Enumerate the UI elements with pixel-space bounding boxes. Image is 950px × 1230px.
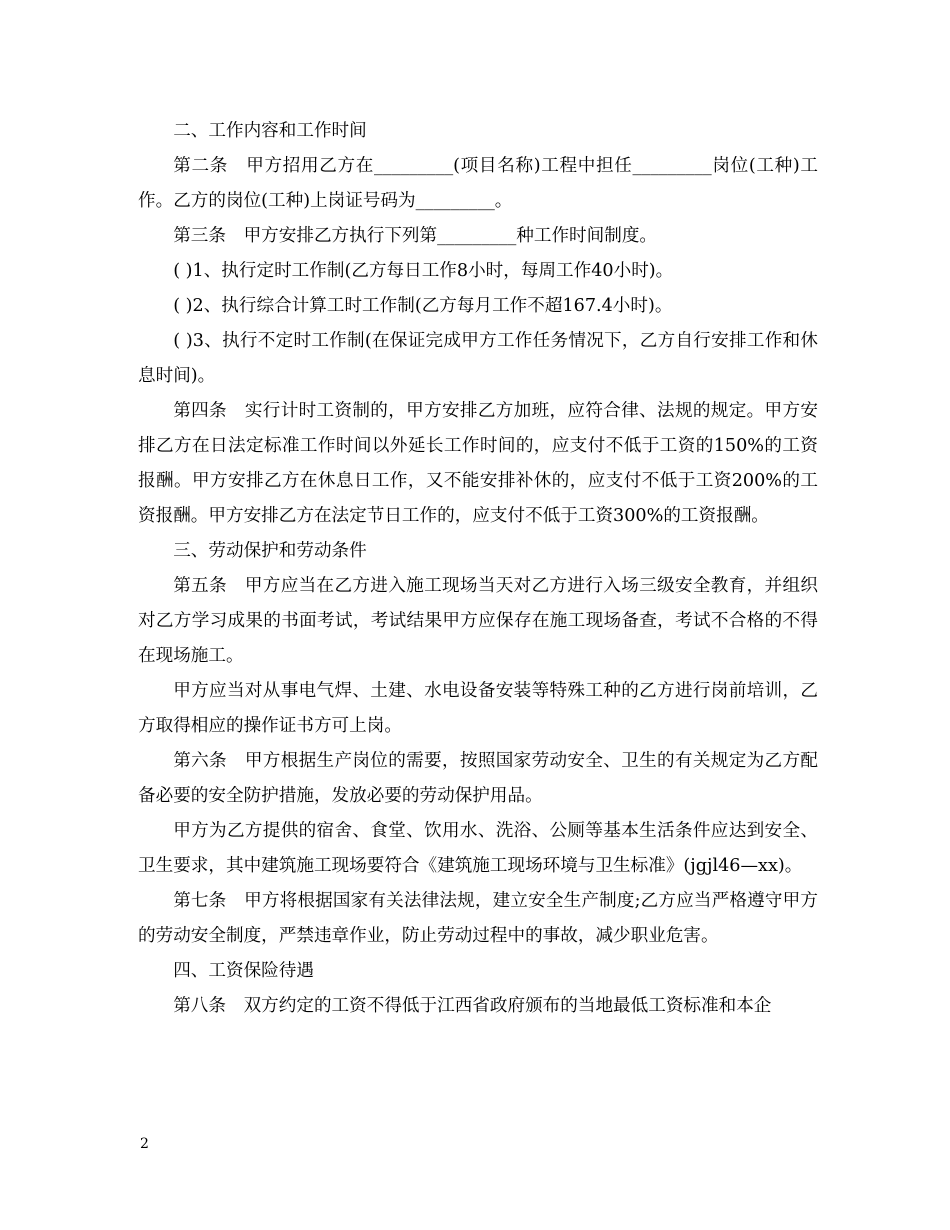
article-8-paragraph: 第八条 双方约定的工资不得低于江西省政府颁布的当地最低工资标准和本企 (173, 996, 772, 1016)
page-number: 2 (140, 1136, 149, 1152)
section-heading-work-content: 二、工作内容和工作时间 (173, 121, 367, 141)
section-heading-labor-protection: 三、劳动保护和劳动条件 (173, 541, 367, 561)
work-time-option-1: ( )1、执行定时工作制(乙方每日工作8小时，每周工作40小时)。 (173, 261, 674, 281)
article-2-paragraph: 第二条 甲方招用乙方在_________(项目名称)工程中担任_________岗位(工种)工作。乙方的岗位(工种)上岗证号码为_________。 (138, 156, 818, 211)
article-4-paragraph: 第四条 实行计时工资制的，甲方安排乙方加班，应符合律、法规的规定。甲方安排乙方在日法定标准工作时间以外延长工作时间的，应支付不低于工资的150%的工资报酬。甲方安排乙方在休息日工作，又不能安排补休的，应支付不低于工资200%的工资报酬。甲方安排乙方在法定节日工作的，应支付不低于工资300%的工资报酬。 (138, 401, 818, 526)
article-3-paragraph: 第三条 甲方安排乙方执行下列第_________种工作时间制度。 (173, 226, 658, 246)
living-conditions-paragraph: 甲方为乙方提供的宿舍、食堂、饮用水、洗浴、公厕等基本生活条件应达到安全、卫生要求，其中建筑施工现场要符合《建筑施工现场环境与卫生标准》(jgjl46—xx)。 (138, 821, 818, 876)
article-5-paragraph: 第五条 甲方应当在乙方进入施工现场当天对乙方进行入场三级安全教育，并组织对乙方学习成果的书面考试，考试结果甲方应保存在施工现场备查，考试不合格的不得在现场施工。 (138, 576, 818, 666)
section-heading-wages-insurance: 四、工资保险待遇 (173, 961, 314, 981)
article-6-paragraph: 第六条 甲方根据生产岗位的需要，按照国家劳动安全、卫生的有关规定为乙方配备必要的安全防护措施，发放必要的劳动保护用品。 (138, 751, 818, 806)
work-time-option-3: ( )3、执行不定时工作制(在保证完成甲方工作任务情况下，乙方自行安排工作和休息时间)。 (138, 331, 818, 386)
document-body (138, 114, 818, 1024)
special-training-paragraph: 甲方应当对从事电气焊、土建、水电设备安装等特殊工种的乙方进行岗前培训，乙方取得相应的操作证书方可上岗。 (138, 681, 818, 736)
article-7-paragraph: 第七条 甲方将根据国家有关法律法规，建立安全生产制度;乙方应当严格遵守甲方的劳动安全制度，严禁违章作业，防止劳动过程中的事故，减少职业危害。 (138, 891, 818, 946)
work-time-option-2: ( )2、执行综合计算工时工作制(乙方每月工作不超167.4小时)。 (173, 296, 673, 316)
